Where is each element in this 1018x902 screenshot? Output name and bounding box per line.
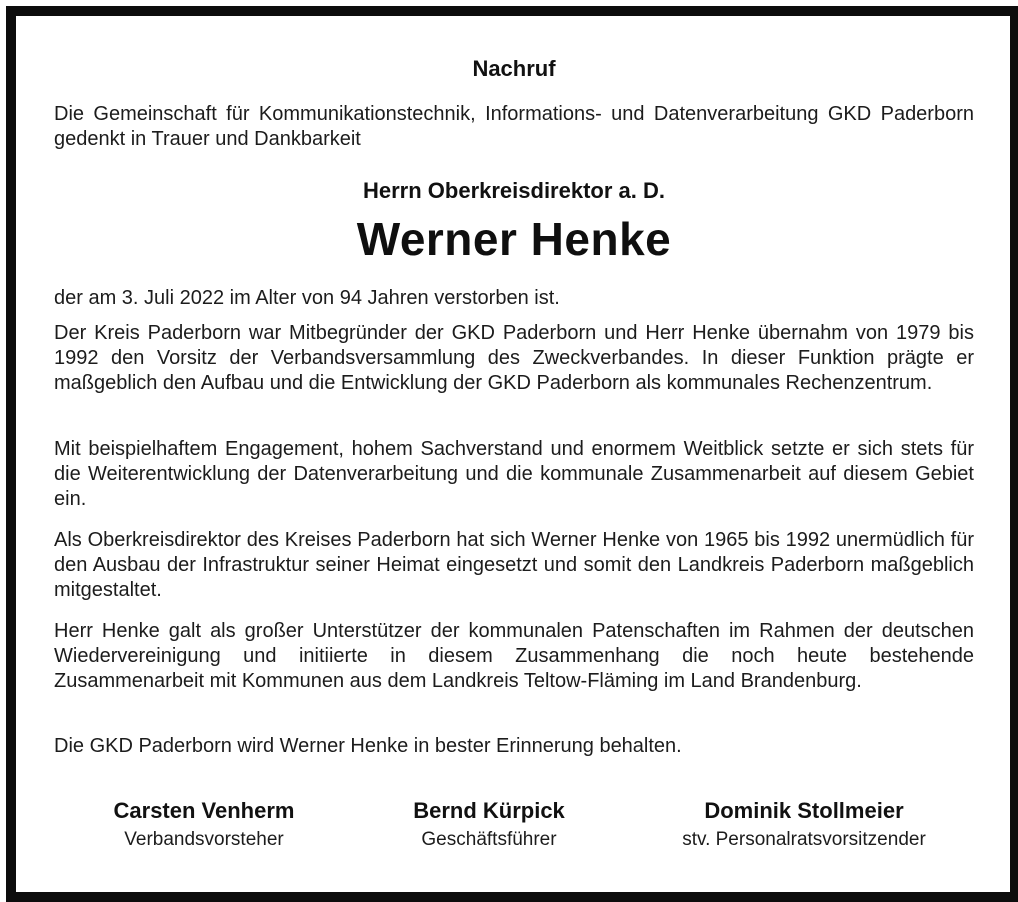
death-line: der am 3. Juli 2022 im Alter von 94 Jahren verstorben ist. (54, 287, 560, 309)
signatory-role: stv. Personalratsvorsitzender (682, 829, 926, 850)
obituary-title: Nachruf (472, 56, 556, 81)
signatory-name: Carsten Venherm (113, 798, 295, 823)
signatory-2 (339, 796, 639, 854)
signatory-3 (654, 796, 954, 854)
paragraph-3: Als Oberkreisdirektor des Kreises Paderborn hat sich Werner Henke von 1965 bis 1992 unermüdlich für den Ausbau der Infrastruktur seiner Heimat eingesetzt und somit den Landkreis Paderborn maßgeblich mitgestaltet. (54, 529, 974, 601)
paragraph-4: Herr Henke galt als großer Unterstützer der kommunalen Patenschaften im Rahmen der deutschen Wiedervereinigung und initiierte in diesem Zusammenhang die noch heute bestehende Zusammenarbeit mit Kommunen aus dem Landkreis Teltow-Fläming im Land Brandenburg. (54, 620, 974, 692)
closing-line: Die GKD Paderborn wird Werner Henke in bester Erinnerung behalten. (54, 735, 682, 757)
signatory-name: Bernd Kürpick (413, 798, 565, 823)
intro-text: Die Gemeinschaft für Kommunikationstechnik, Informations- und Datenverarbeitung GKD Paderborn gedenkt in Trauer und Dankbarkeit (54, 103, 974, 150)
signatory-name: Dominik Stollmeier (704, 798, 904, 823)
obituary-frame (6, 6, 1018, 902)
paragraph-1: Der Kreis Paderborn war Mitbegründer der GKD Paderborn und Herr Henke übernahm von 1979 bis 1992 den Vorsitz der Verbandsversammlung des Zweckverbandes. In dieser Funktion prägte er maßgeblich den Aufbau und die Entwicklung der GKD Paderborn als kommunales Rechenzentrum. (54, 322, 974, 394)
paragraph-2: Mit beispielhaftem Engagement, hohem Sachverstand und enormem Weitblick setzte er sich stets für die Weiterentwicklung der Datenverarbeitung und die kommunale Zusammenarbeit auf diesem Gebiet ein. (54, 438, 974, 510)
deceased-name: Werner Henke (356, 213, 672, 265)
signatory-1 (54, 796, 354, 854)
signatory-role: Verbandsvorsteher (124, 829, 284, 850)
honorific-line: Herrn Oberkreisdirektor a. D. (362, 178, 665, 203)
signatory-role: Geschäftsführer (421, 829, 557, 850)
